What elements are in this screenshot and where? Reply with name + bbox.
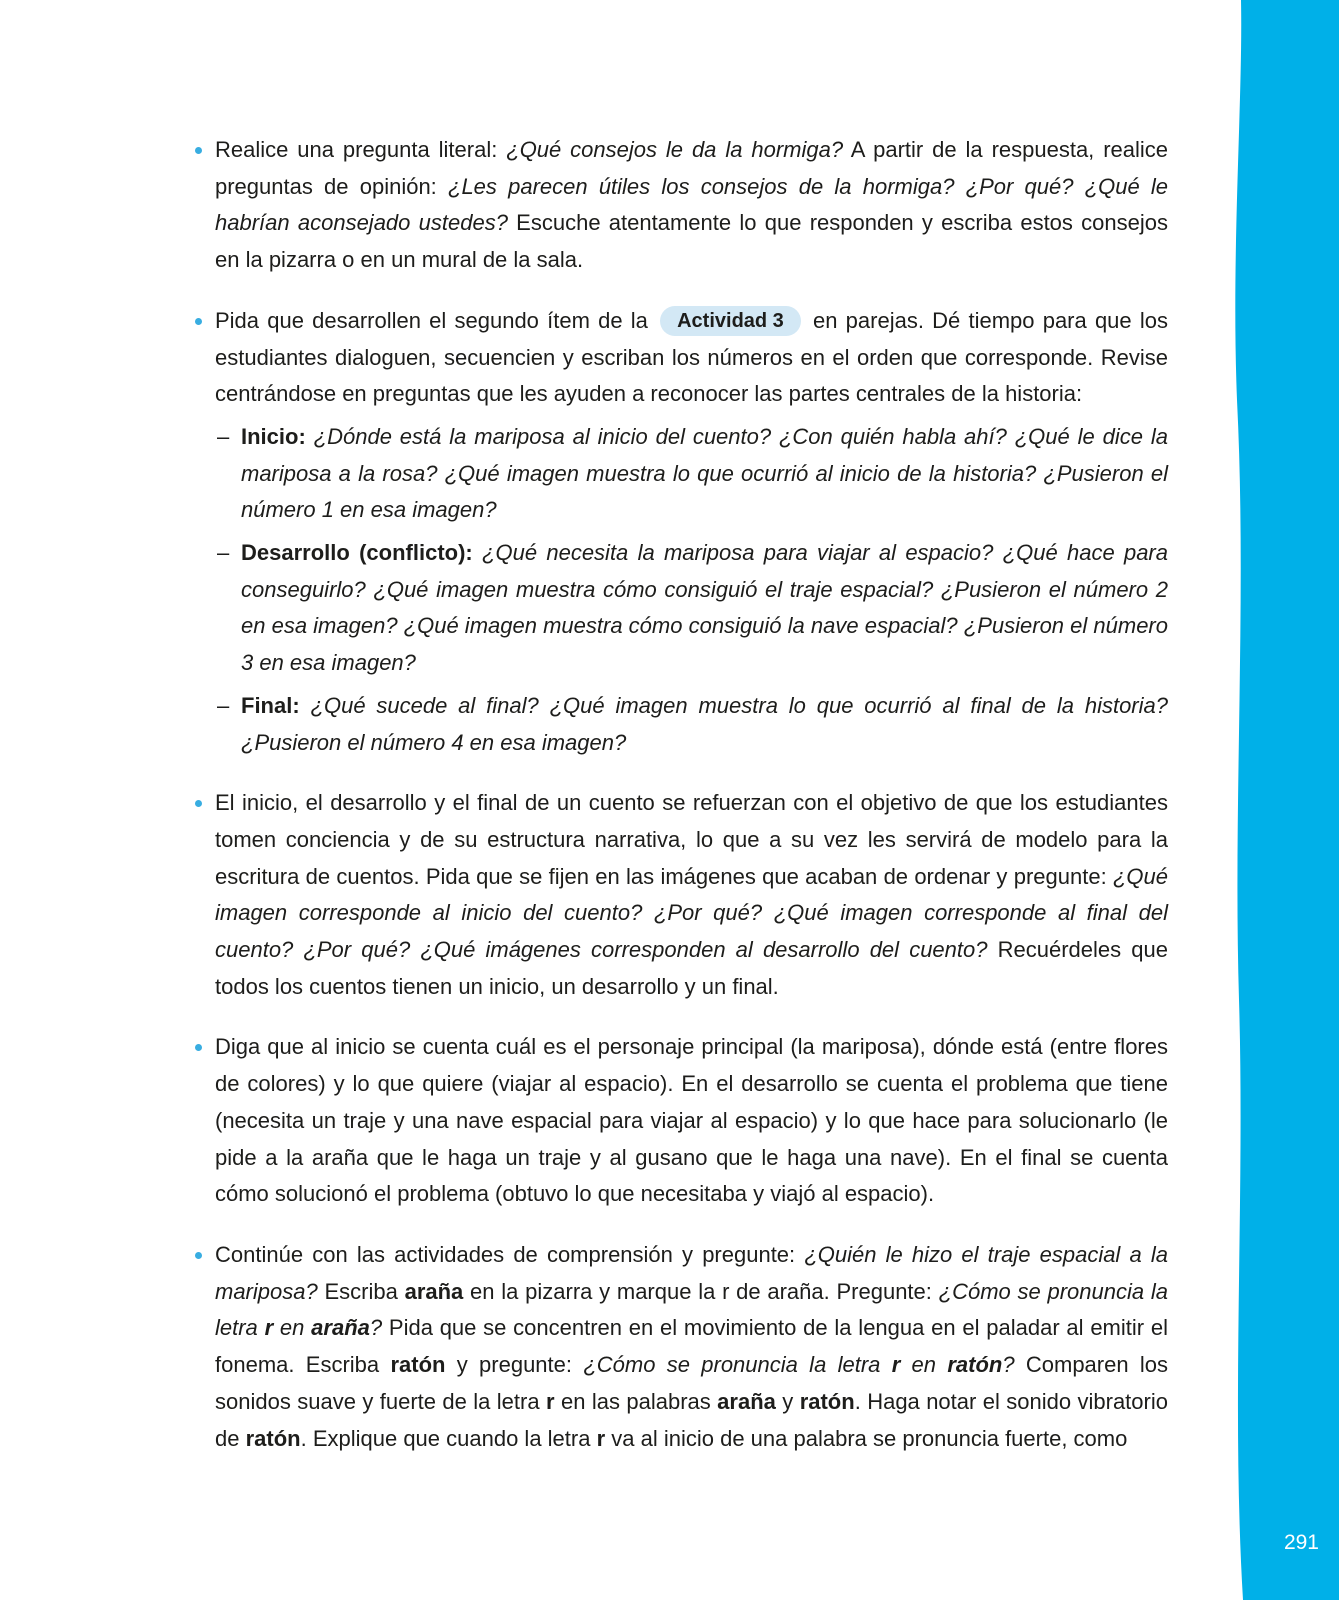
paragraph-text: El inicio, el desarrollo y el final de un cuento se refuerzan con el objetivo de que los estudiantes tomen conciencia y de su estructura narrativa, lo que a su vez les servirá de modelo para la escritura de cuentos. Pida que se fijen en las imágenes que acaban de ordenar y pregunte: ¿Qué imagen corresponde al inicio del cuento? ¿Por qué? ¿Qué imagen corresponde al final del cuento? ¿Por qué? ¿Qué imágenes corresponden al desarrollo del cuento? Recuérdeles que todos los cuentos tienen un inicio, un desarrollo y un final. bbox=[215, 790, 1168, 999]
page-number: 291 bbox=[1283, 1531, 1319, 1554]
paragraph-activity-3 bbox=[215, 303, 1168, 761]
list-item-desarrollo: – Desarrollo (conflicto): ¿Qué necesita la mariposa para viajar al espacio? ¿Qué hace para conseguirlo? ¿Qué imagen muestra cómo consiguió el traje espacial? ¿Pusieron el número 2 en esa imagen? ¿Qué imagen muestra cómo consiguió la nave espacial? ¿Pusieron el número 3 en esa imagen? bbox=[215, 535, 1168, 682]
dash-marker: – bbox=[217, 540, 230, 566]
question-r-raton: ¿Cómo se pronuncia la letra r en ratón? bbox=[583, 1352, 1015, 1378]
paragraph-text: Realice una pregunta literal: ¿Qué consejos le da la hormiga? A partir de la respuesta, realice preguntas de opinión: ¿Les parecen útiles los consejos de la hormiga? ¿Por qué? ¿Qué le habrían aconsejado ustedes? Escuche atentamente lo que responden y escriba estos consejos en la pizarra o en un mural de la sala. bbox=[215, 137, 1169, 273]
paragraph-story-structure bbox=[215, 785, 1168, 1005]
question-r-arana: ¿Cómo se pronuncia la letra r en araña? bbox=[215, 1278, 1168, 1341]
side-accent-band bbox=[1229, 0, 1339, 1600]
paragraph-text: Continúe con las actividades de comprensión y pregunte: ¿Quién le hizo el traje espacial a la mariposa? Escriba araña en la pizarra y marque la r de araña. Pregunte: ¿Cómo se pronuncia la letra r en araña? Pida que se concentren en el movimiento de la lengua en el paladar al emitir el fonema. Escriba ratón y pregunte: ¿Cómo se pronuncia la letra r en ratón? Comparen los sonidos suave y fuerte de la letra r en las palabras araña y ratón. Haga notar el sonido vibratorio de ratón. Explique que cuando la letra r va al inicio de una palabra se pronuncia fuerte, como bbox=[215, 1241, 1169, 1451]
dash-marker: – bbox=[217, 423, 230, 449]
paragraph-text: Diga que al inicio se cuenta cuál es el personaje principal (la mariposa), dónde está (entre flores de colores) y lo que quiere (viajar al espacio). En el desarrollo se cuenta el problema que tiene (necesita un traje y una nave espacial para viajar al espacio) y lo que hace para solucionarlo (le pide a la araña que le haga un traje y al gusano que le haga una nave). En el final se cuenta cómo solucionó el problema (obtuvo lo que necesitaba y viajó al espacio). bbox=[215, 1034, 1168, 1207]
main-content bbox=[215, 132, 1168, 1481]
activity-badge: Actividad 3 bbox=[660, 306, 801, 336]
paragraph-letter-r bbox=[215, 1237, 1168, 1457]
paragraph-literal-question bbox=[215, 132, 1168, 279]
list-item-final: – Final: ¿Qué sucede al final? ¿Qué imagen muestra lo que ocurrió al final de la historia? ¿Pusieron el número 4 en esa imagen? bbox=[215, 688, 1168, 761]
paragraph-text: Pida que desarrollen el segundo ítem de la Actividad 3 en parejas. Dé tiempo para que los estudiantes dialoguen, secuencien y escriban los números en el orden que corresponde. Revise centrándose en preguntas que les ayuden a reconocer las partes centrales de la historia: bbox=[215, 307, 1168, 407]
story-parts-list bbox=[215, 419, 1168, 761]
paragraph-story-summary bbox=[215, 1029, 1168, 1213]
dash-marker: – bbox=[217, 692, 230, 718]
side-accent-band-shape bbox=[1235, 0, 1339, 1600]
list-item-inicio: – Inicio: ¿Dónde está la mariposa al inicio del cuento? ¿Con quién habla ahí? ¿Qué le dice la mariposa a la rosa? ¿Qué imagen muestra lo que ocurrió al inicio de la historia? ¿Pusieron el número 1 en esa imagen? bbox=[215, 419, 1168, 529]
